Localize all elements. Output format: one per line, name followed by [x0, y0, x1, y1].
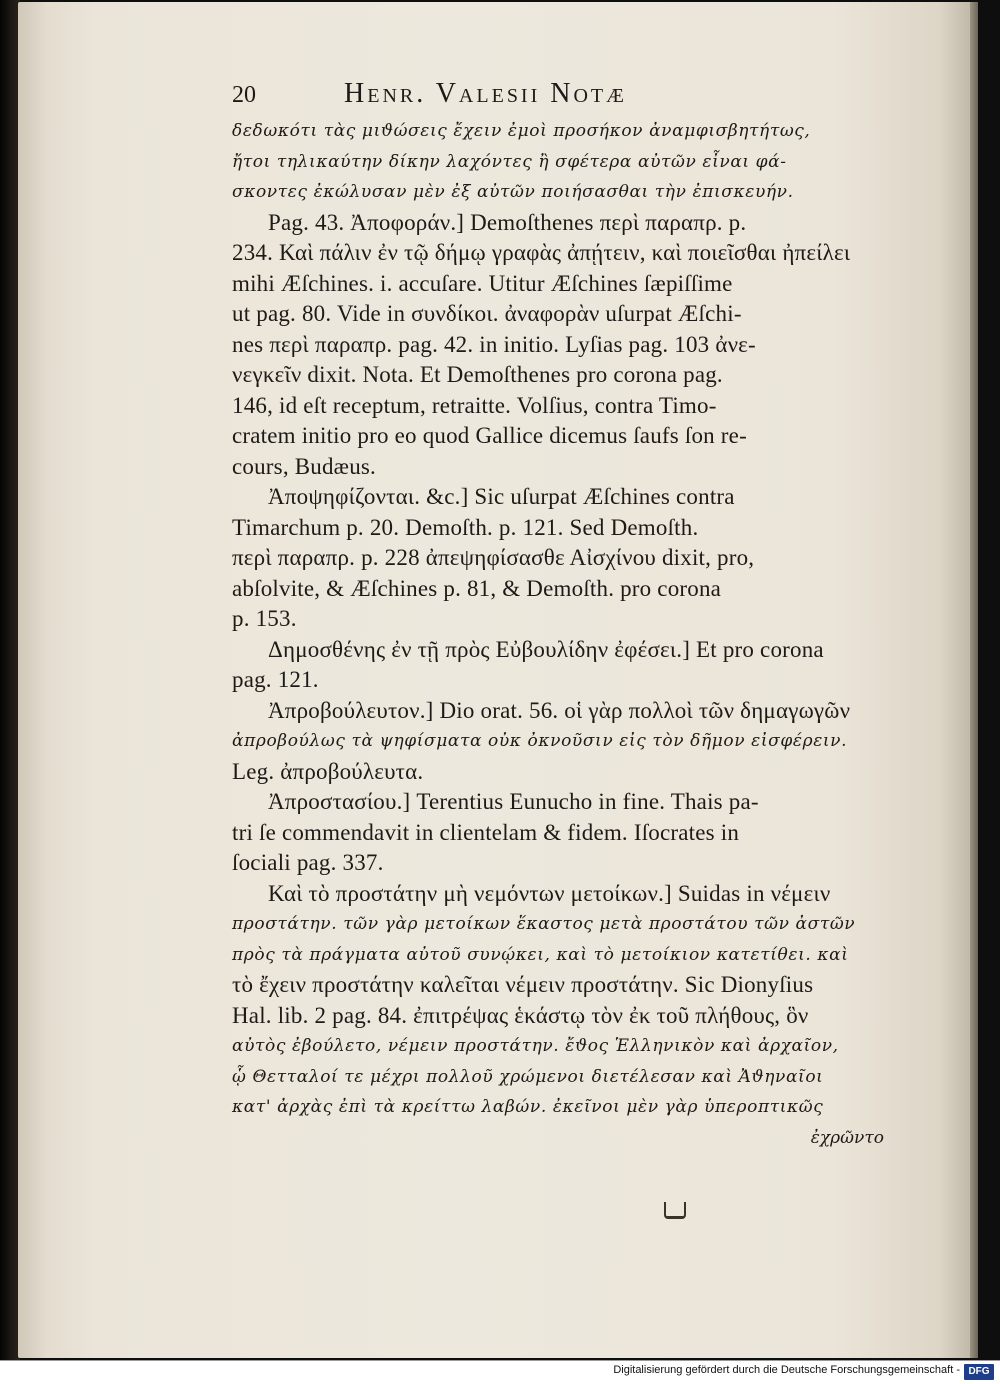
text-line: tri ſe commendavit in clientelam & fidem. Iſocrates in [232, 819, 740, 845]
page-number: 20 [232, 82, 256, 108]
text-line: Ἀπροβούλευτον.] Dio orat. 56. οἱ γὰρ πολλοὶ τῶν δημαγωγῶν [268, 697, 851, 723]
running-title: Henr. Valesii Notæ [344, 78, 627, 109]
text-line: cours, Budæus. [232, 453, 377, 479]
text-line: abſolvite, & Æſchines p. 81, & Demoſth. pro corona [232, 575, 722, 601]
text-line: Timarchum p. 20. Demoſth. p. 121. Sed Demoſth. [232, 514, 699, 540]
catchword: ἐχρῶντο [810, 1127, 884, 1148]
text-line: ut pag. 80. Vide in συνδίκοι. ἀναφορὰν uſurpat Æſchi- [232, 301, 742, 326]
text-line: ᾧ Θετταλοί τε μέχρι πολλοῦ χρώμενοι διετέλεσαν καὶ Ἀϑηναῖοι [232, 1066, 824, 1087]
text-line: τὸ ἔχειν προστάτην καλεῖται νέμειν προστάτην. Sic Dionyſius [232, 972, 814, 997]
text-line: σκοντες ἐκώλυσαν μὲν ἐξ αὐτῶν ποιήσασθαι τὴν ἐπισκευήν. [232, 182, 794, 202]
text-line: περὶ παραπρ. p. 228 ἀπεψηφίσασθε Αἰσχίνου dixit, pro, [232, 545, 755, 570]
running-header [232, 72, 912, 116]
text-line: nes περὶ παραπρ. pag. 42. in initio. Lyſias pag. 103 ἀνε- [232, 331, 756, 357]
page-edge-shadow [970, 2, 978, 1358]
text-line: 234. Καὶ πάλιν ἐν τῷ δήμῳ γραφὰς ἀπῄτειν, καὶ ποιεῖσθαι ἠπείλει [232, 240, 851, 265]
text-line: Pag. 43. Ἀποφοράν.] Demoſthenes περὶ παραπρ. p. [268, 209, 747, 235]
text-line: πρὸς τὰ πράγματα αὐτοῦ συνῴκει, καὶ τὸ μετοίκιον κατετίθει. καὶ [232, 944, 849, 965]
text-line: Ἀποψηφίζονται. &c.] Sic uſurpat Æſchines contra [268, 484, 735, 509]
text-line: ἤτοι τηλικαύτην δίκην λαχόντες ἢ σφέτερα αὐτῶν εἶναι φά- [232, 151, 787, 172]
text-line: αὐτὸς ἐβούλετο, νέμειν προστάτην. ἔϑος Ἑλληνικὸν καὶ ἀρχαῖον, [232, 1036, 839, 1056]
page-text-block [232, 72, 912, 1153]
text-line: p. 153. [232, 606, 297, 631]
book-spine [0, 0, 20, 1360]
footer-bar [0, 1360, 1000, 1384]
text-line: Καὶ τὸ προστάτην μὴ νεμόντων μετοίκων.] Suidas in νέμειν [268, 880, 831, 906]
text-lines [232, 116, 912, 1123]
dfg-logo: DFG [964, 1364, 994, 1380]
printers-ornament-icon [664, 1202, 686, 1219]
text-line: δεδωκότι τὰς μιϑώσεις ἔχειν ἐμοὶ προσήκον ἀναμφισβητήτως, [232, 121, 811, 141]
text-line: Ἀπροστασίου.] Terentius Eunucho in fine. Thais pa- [268, 789, 759, 814]
text-line: προστάτην. τῶν γὰρ μετοίκων ἕκαστος μετὰ προστάτου τῶν ἀστῶν [232, 914, 856, 934]
text-line: 146, id eſt receptum, retraitte. Volſius, contra Timo- [232, 392, 717, 418]
text-line: Δημοσθένης ἐν τῇ πρὸς Εὐβουλίδην ἐφέσει.] Et pro corona [268, 636, 824, 662]
text-line: κατ' ἀρχὰς ἐπὶ τὰ κρείττω λαβών. ἐκεῖνοι μὲν γὰρ ὑπεροπτικῶς [232, 1097, 824, 1117]
text-line: cratem initio pro eo quod Gallice dicemus ſaufs ſon re- [232, 423, 747, 448]
text-line: ἀπροβούλως τὰ ψηφίσματα οὐκ ὀκνοῦσιν εἰς τὸν δῆμον εἰσφέρειν. [232, 731, 848, 751]
footer-credit: Digitalisierung gefördert durch die Deutsche Forschungsgemeinschaft - [613, 1364, 960, 1376]
text-line: mihi Æſchines. i. accuſare. Utitur Æſchines ſæpiſſime [232, 270, 733, 296]
text-line: Hal. lib. 2 pag. 84. ἐπιτρέψας ἑκάστῳ τὸν ἐκ τοῦ πλήθους, ὃν [232, 1002, 809, 1028]
text-line: pag. 121. [232, 667, 319, 692]
text-line: Leg. ἀπροβούλευτα. [232, 758, 424, 784]
text-line: ſociali pag. 337. [232, 850, 384, 875]
text-line: νεγκεῖν dixit. Nota. Et Demoſthenes pro corona pag. [232, 362, 723, 387]
